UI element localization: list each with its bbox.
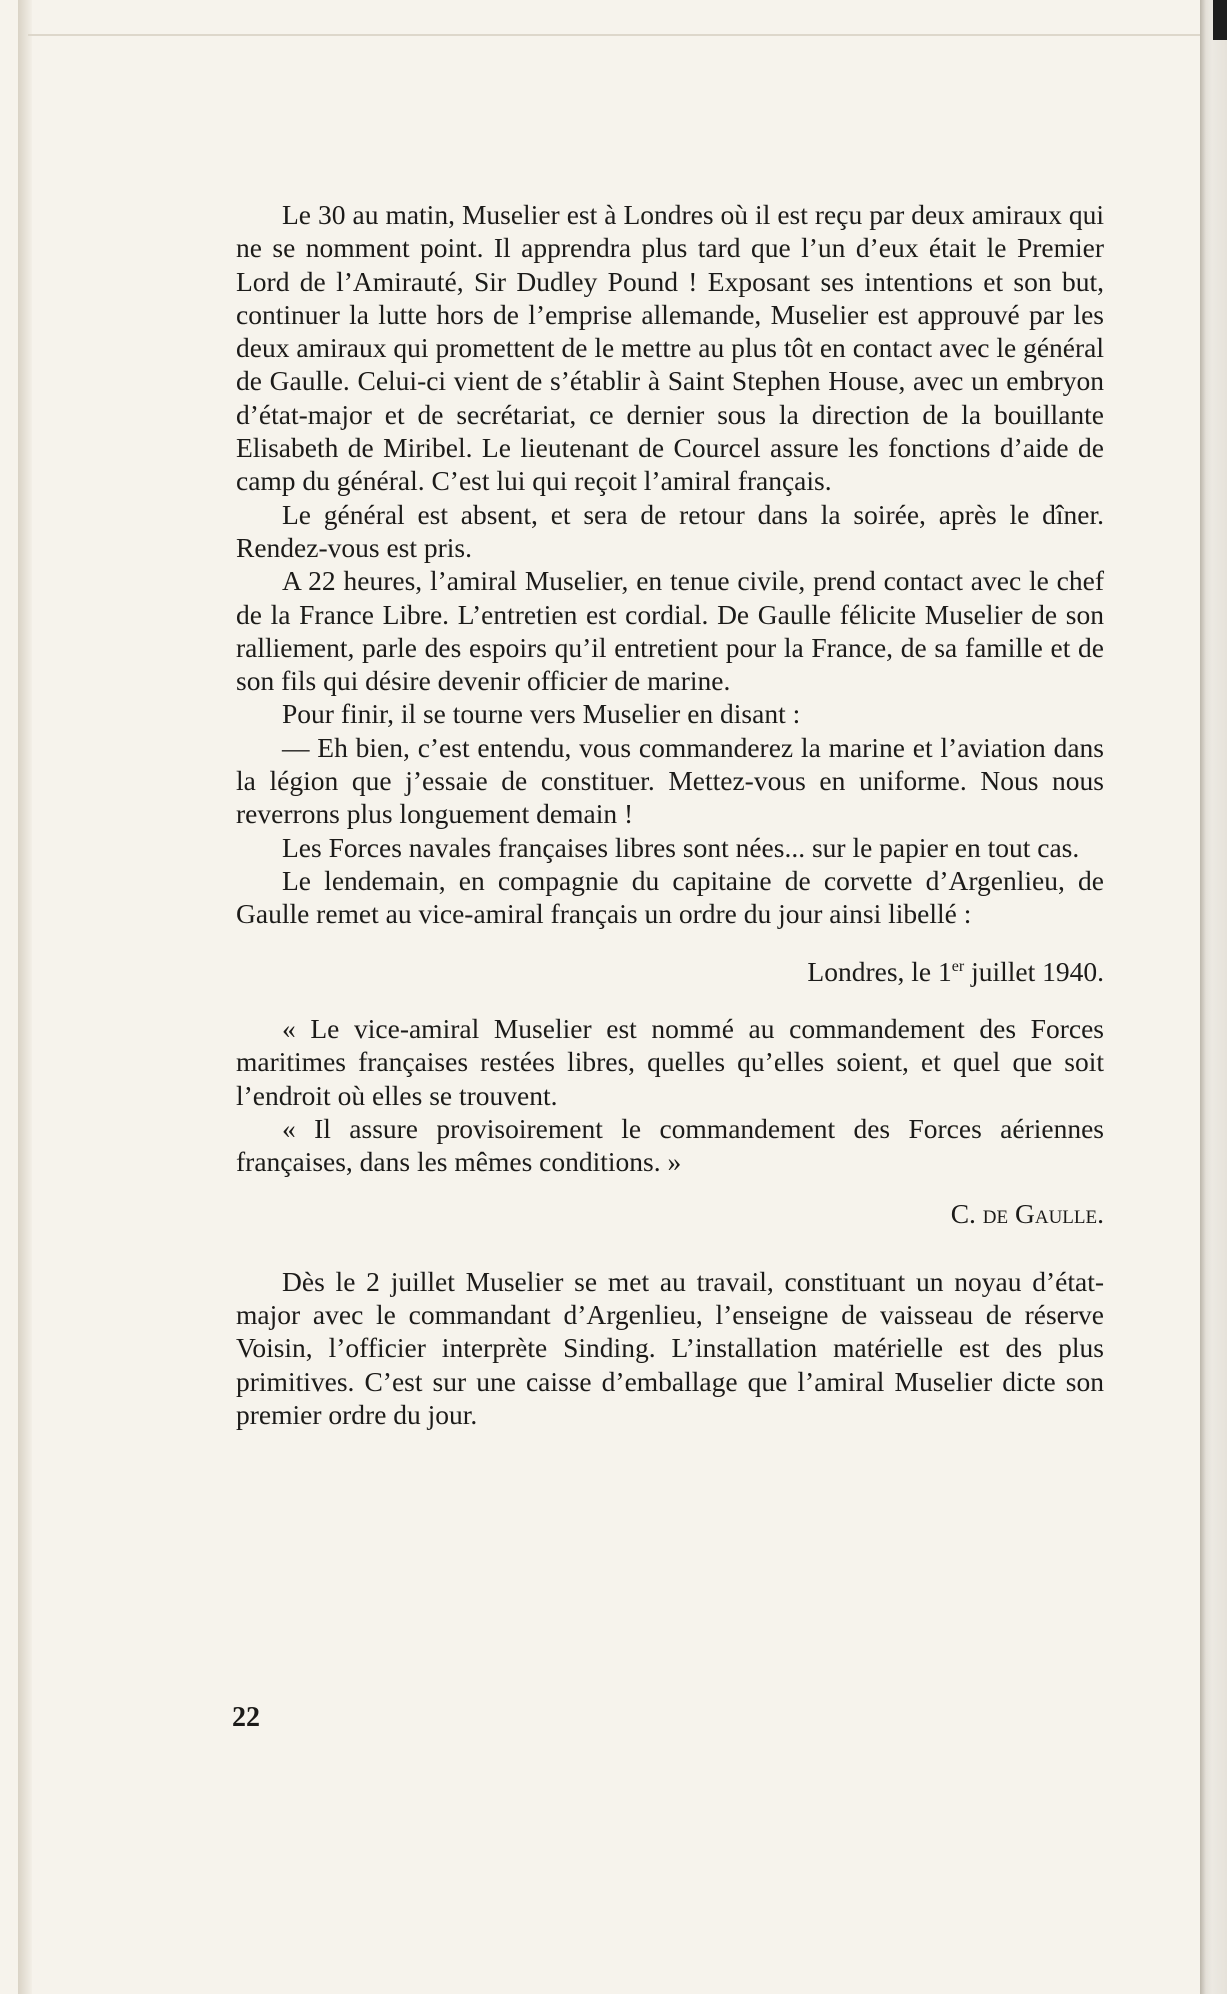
dateline-superscript: er — [951, 957, 965, 975]
page-number: 22 — [232, 1702, 260, 1733]
paragraph-7: Le lendemain, en compagnie du capitaine de corvette d’Argenlieu, de Gaulle remet au vice-amiral français un ordre du jour ainsi libellé : — [236, 864, 1104, 930]
dateline — [236, 950, 1104, 988]
page-top-edge — [28, 34, 1200, 36]
signature: C. de Gaulle. — [950, 1198, 1104, 1230]
paragraph-4: Pour finir, il se tourne vers Muselier en disant : — [282, 698, 801, 730]
order-paragraph-1: « Le vice-amiral Muselier est nommé au commandement des Forces maritimes françaises restées libres, quelles qu’elles soient, et quel que soit l’endroit où elles se trouvent. — [236, 1012, 1104, 1111]
order-paragraph-2: « Il assure provisoirement le commandement des Forces aériennes françaises, dans les mêmes conditions. » — [236, 1112, 1104, 1178]
scan-edge-strip — [1213, 0, 1227, 40]
body-text — [236, 198, 1104, 1431]
dateline-prefix: Londres, le 1 — [807, 955, 952, 987]
closing-paragraph: Dès le 2 juillet Muselier se met au travail, constituant un noyau d’état-major avec le commandant d’Argenlieu, l’enseigne de vaisseau de réserve Voisin, l’officier interprète Sinding. L’installation matérielle est des plus primitives. C’est sur une caisse d’emballage que l’amiral Muselier dicte son premier ordre du jour. — [236, 1265, 1104, 1430]
adjacent-page-edge — [1200, 0, 1227, 1994]
gutter-shadow — [18, 0, 32, 1994]
paragraph-1: Le 30 au matin, Muselier est à Londres où il est reçu par deux amiraux qui ne se nomment point. Il apprendra plus tard que l’un d’eux était le Premier Lord de l’Amirauté, Sir Dudley Pound ! Exposant ses intentions et son but, continuer la lutte hors de l’emprise allemande, Muselier est approuvé par les deux amiraux qui promettent de le mettre au plus tôt en contact avec le général de Gaulle. Celui-ci vient de s’établir à Saint Stephen House, avec un embryon d’état-major et de secrétariat, ce dernier sous la direction de la bouillante Elisabeth de Miribel. Le lieutenant de Courcel assure les fonctions d’aide de camp du général. C’est lui qui reçoit l’amiral français. — [236, 199, 1104, 497]
dateline-suffix: juillet 1940. — [964, 955, 1104, 987]
paragraph-5-dialogue: — Eh bien, c’est entendu, vous commanderez la marine et l’aviation dans la légion que j’essaie de constituer. Mettez-vous en uniforme. Nous nous reverrons plus longuement demain ! — [236, 731, 1104, 830]
paragraph-3: A 22 heures, l’amiral Muselier, en tenue civile, prend contact avec le chef de la France Libre. L’entretien est cordial. De Gaulle félicite Muselier de son ralliement, parle des espoirs qu’il entretient pour la France, de sa famille et de son fils qui désire devenir officier de marine. — [236, 565, 1104, 697]
paragraph-6: Les Forces navales françaises libres sont nées... sur le papier en tout cas. — [282, 831, 1080, 863]
paragraph-2: Le général est absent, et sera de retour dans la soirée, après le dîner. Rendez-vous est pris. — [236, 498, 1104, 563]
